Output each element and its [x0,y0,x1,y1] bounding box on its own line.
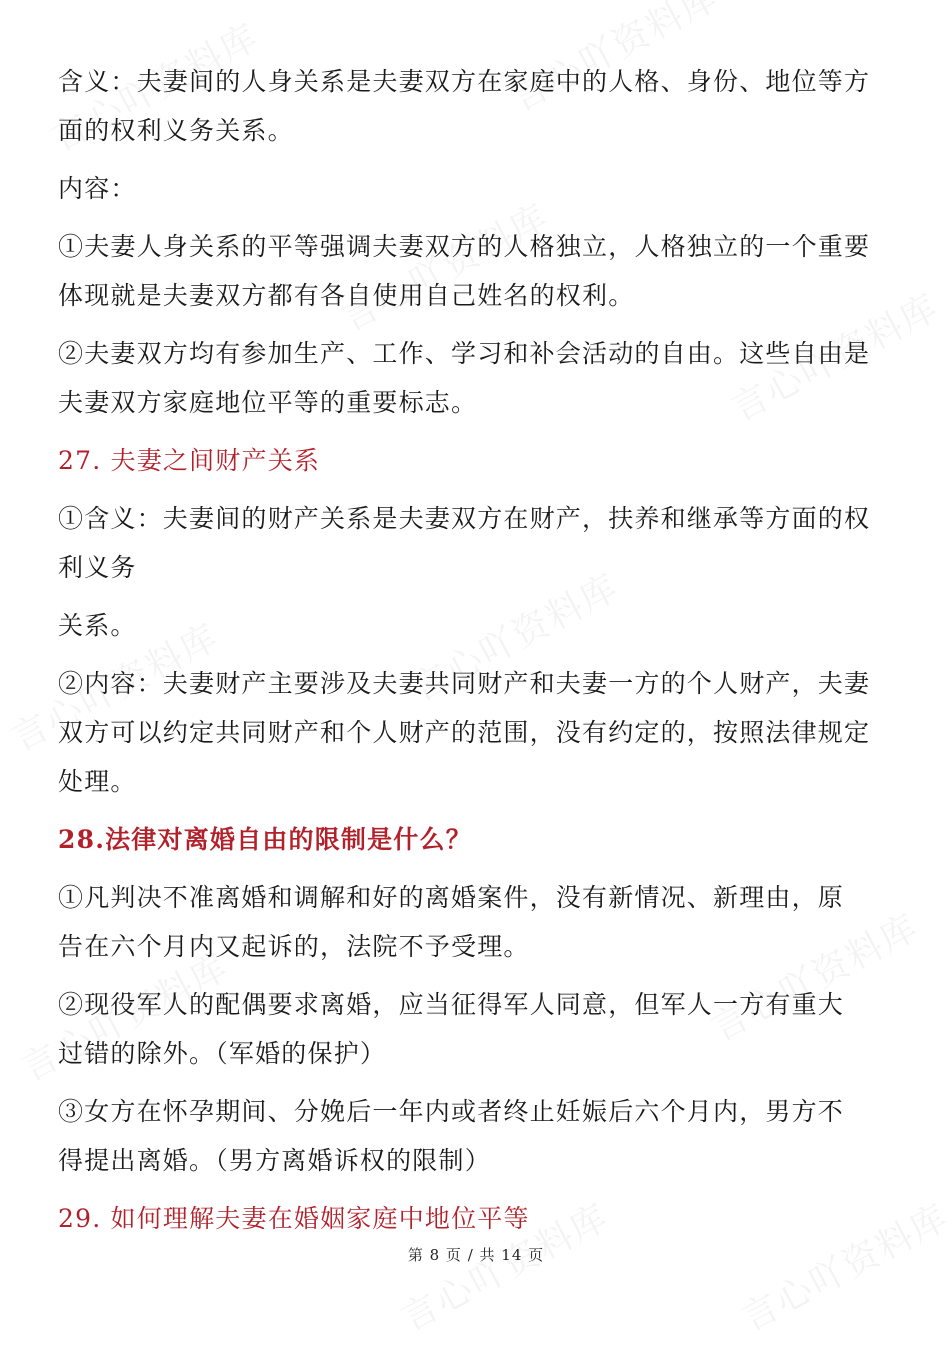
text-line: 夫妻双方家庭地位平等的重要标志。 [58,388,478,417]
text-line: ①含义：夫妻间的财产关系是夫妻双方在财产，扶养和继承等方面的权 [58,504,871,533]
text-line: 双方可以约定共同财产和个人财产的范围，没有约定的，按照法律规定 [58,718,871,747]
text-line: ③女方在怀孕期间、分娩后一年内或者终止妊娠后六个月内，男方不 [58,1097,845,1126]
text-line: 处理。 [58,767,137,796]
text-line: 利义务 [58,553,137,582]
text-line: 面的权利义务关系。 [58,116,294,145]
page-footer: 第 8 页 / 共 14 页 [407,1246,545,1264]
paragraph-property-content [58,659,898,806]
text-line: 体现就是夫妻双方都有各自使用自己姓名的权利。 [58,281,635,310]
text-line: ②内容：夫妻财产主要涉及夫妻共同财产和夫妻一方的个人财产，夫妻 [58,669,871,698]
section-heading-27: 27. 夫妻之间财产关系 [58,446,321,475]
text-line: ②夫妻双方均有参加生产、工作、学习和补会活动的自由。这些自由是 [58,339,871,368]
section-heading-29: 29. 如何理解夫妻在婚姻家庭中地位平等 [58,1204,530,1233]
paragraph-restriction-2 [58,980,898,1078]
text-line: 含义：夫妻间的人身关系是夫妻双方在家庭中的人格、身份、地位等方 [58,67,871,96]
paragraph-property-definition-cont: 关系。 [58,611,137,640]
document-page [58,57,898,1243]
paragraph-item-1 [58,222,898,320]
paragraph-definition [58,57,898,155]
paragraph-property-definition [58,494,898,592]
text-line: ①夫妻人身关系的平等强调夫妻双方的人格独立，人格独立的一个重要 [58,232,871,261]
text-line: ②现役军人的配偶要求离婚，应当征得军人同意，但军人一方有重大 [58,990,845,1019]
paragraph-restriction-1 [58,873,898,971]
paragraph-restriction-3 [58,1087,898,1185]
text-line: ①凡判决不准离婚和调解和好的离婚案件，没有新情况、新理由，原 [58,883,845,912]
text-line: 得提出离婚。（男方离婚诉权的限制） [58,1146,491,1175]
text-line: 告在六个月内又起诉的，法院不予受理。 [58,932,530,961]
paragraph-item-2 [58,329,898,427]
text-line: 过错的除外。（军婚的保护） [58,1039,387,1068]
section-heading-28: 28.法律对离婚自由的限制是什么？ [58,825,472,854]
paragraph-content-label: 内容： [58,174,137,203]
